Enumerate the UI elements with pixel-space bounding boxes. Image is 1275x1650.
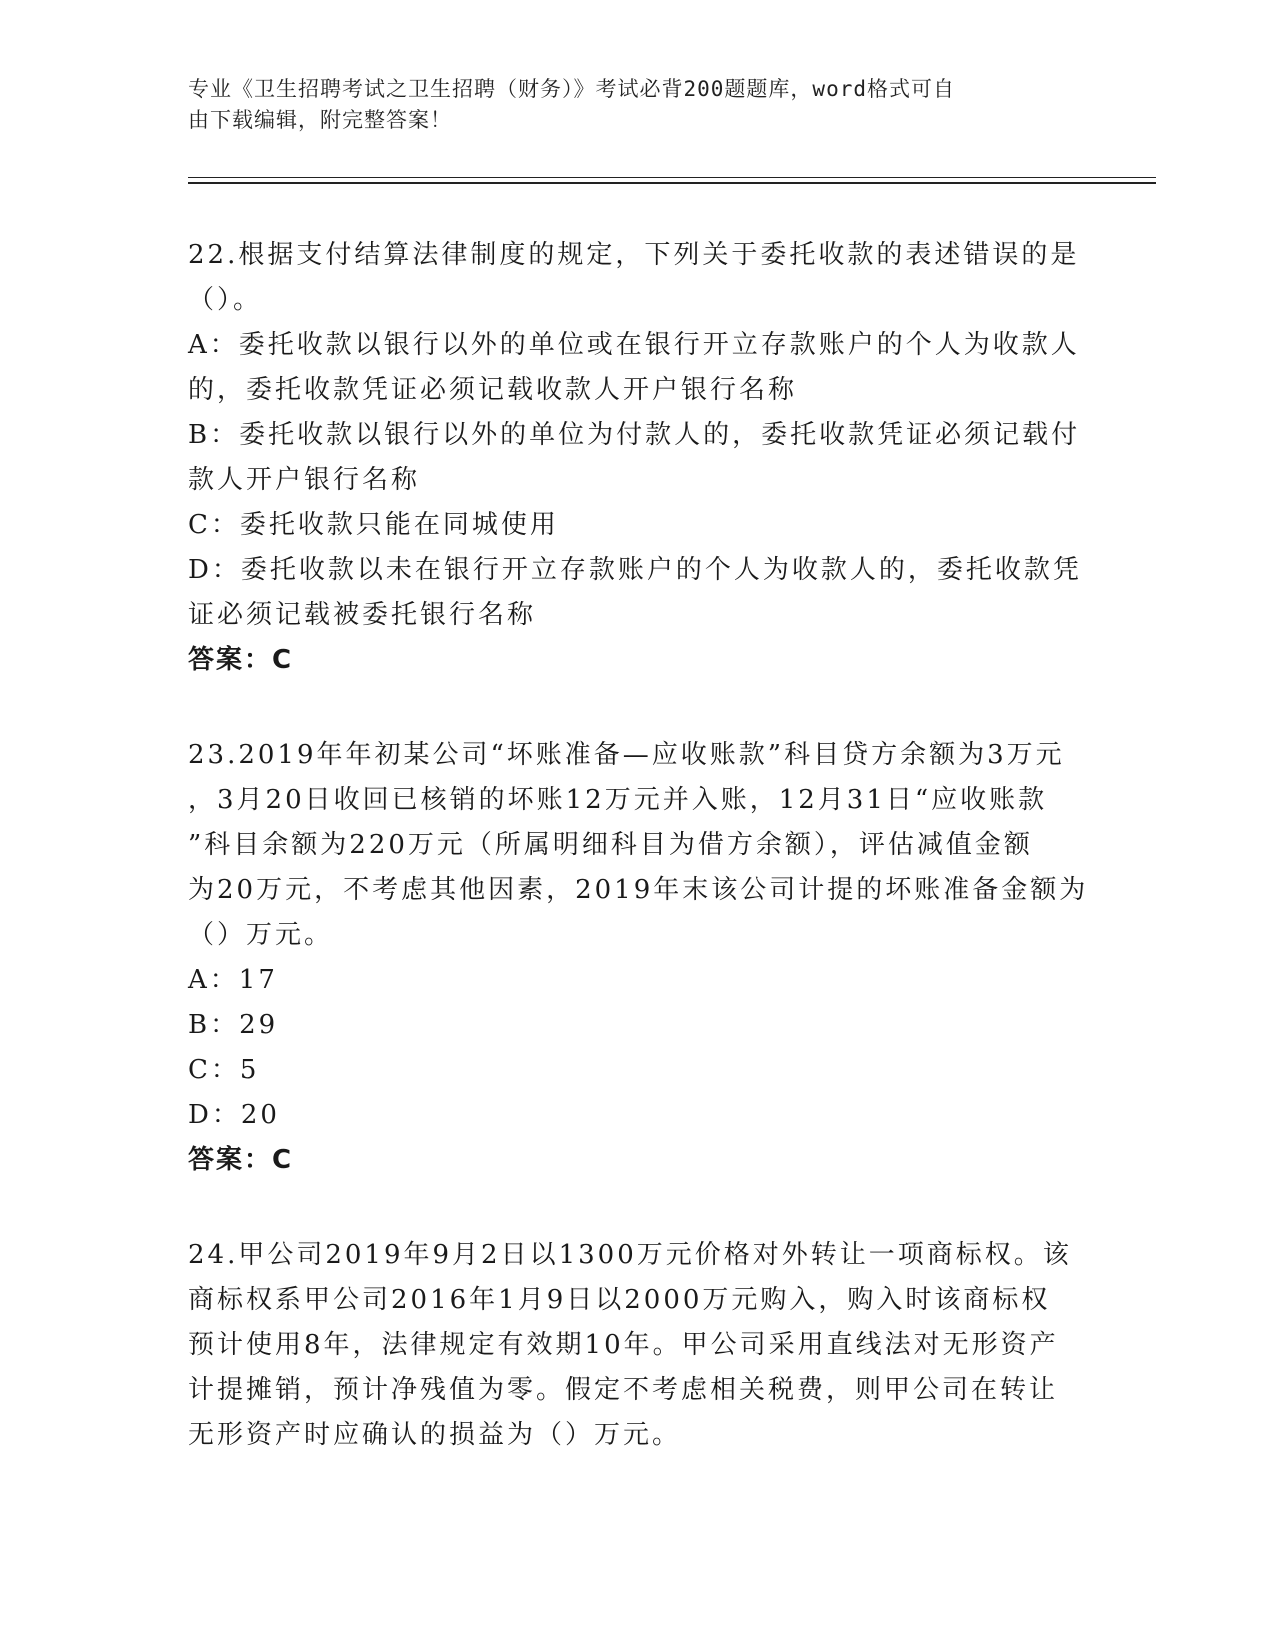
answer-line: 答案：C [188, 1145, 294, 1175]
question-text-line: 为20万元，不考虑其他因素，2019年末该公司计提的坏账准备金额为 [188, 875, 1089, 905]
header-divider-thick [188, 182, 1156, 184]
option-c: C：委托收款只能在同城使用 [188, 510, 559, 540]
option-b: B：委托收款以银行以外的单位为付款人的，委托收款凭证必须记载付 [188, 420, 1081, 450]
question-text-line: 计提摊销，预计净残值为零。假定不考虑相关税费，则甲公司在转让 [188, 1375, 1059, 1405]
option-a: A：17 [188, 965, 278, 995]
question-text-line: （）万元。 [188, 920, 334, 950]
option-b: B：29 [188, 1010, 279, 1040]
answer-line: 答案：C [188, 645, 294, 675]
header-line-2: 由下载编辑，附完整答案！ [188, 108, 452, 132]
question-22 [188, 233, 1082, 683]
question-23 [188, 733, 1089, 1183]
question-text-line: 22.根据支付结算法律制度的规定，下列关于委托收款的表述错误的是 [188, 240, 1080, 270]
option-a-cont: 的，委托收款凭证必须记载收款人开户银行名称 [188, 375, 798, 405]
question-text-line: 无形资产时应确认的损益为（）万元。 [188, 1420, 682, 1450]
question-text-line: （）。 [188, 285, 263, 315]
option-a: A：委托收款以银行以外的单位或在银行开立存款账户的个人为收款人 [188, 330, 1080, 360]
option-d: D：20 [188, 1100, 280, 1130]
option-d: D：委托收款以未在银行开立存款账户的个人为收款人的，委托收款凭 [188, 555, 1082, 585]
question-text-line: ”科目余额为220万元（所属明细科目为借方余额），评估减值金额 [188, 830, 1033, 860]
question-text-line: ，3月20日收回已核销的坏账12万元并入账，12月31日“应收账款 [188, 785, 1048, 815]
question-text-line: 23.2019年年初某公司“坏账准备—应收账款”科目贷方余额为3万元 [188, 740, 1065, 770]
question-text-line: 24.甲公司2019年9月2日以1300万元价格对外转让一项商标权。该 [188, 1240, 1072, 1270]
option-b-cont: 款人开户银行名称 [188, 465, 421, 495]
option-c: C：5 [188, 1055, 260, 1085]
question-24 [188, 1233, 1072, 1458]
question-text-line: 预计使用8年，法律规定有效期10年。甲公司采用直线法对无形资产 [188, 1330, 1059, 1360]
question-text-line: 商标权系甲公司2016年1月9日以2000万元购入，购入时该商标权 [188, 1285, 1051, 1315]
document-header [188, 74, 1068, 136]
header-line-1: 专业《卫生招聘考试之卫生招聘（财务）》考试必背200题题库，word格式可自 [188, 77, 955, 101]
option-d-cont: 证必须记载被委托银行名称 [188, 600, 537, 630]
header-divider-thin [188, 177, 1156, 178]
